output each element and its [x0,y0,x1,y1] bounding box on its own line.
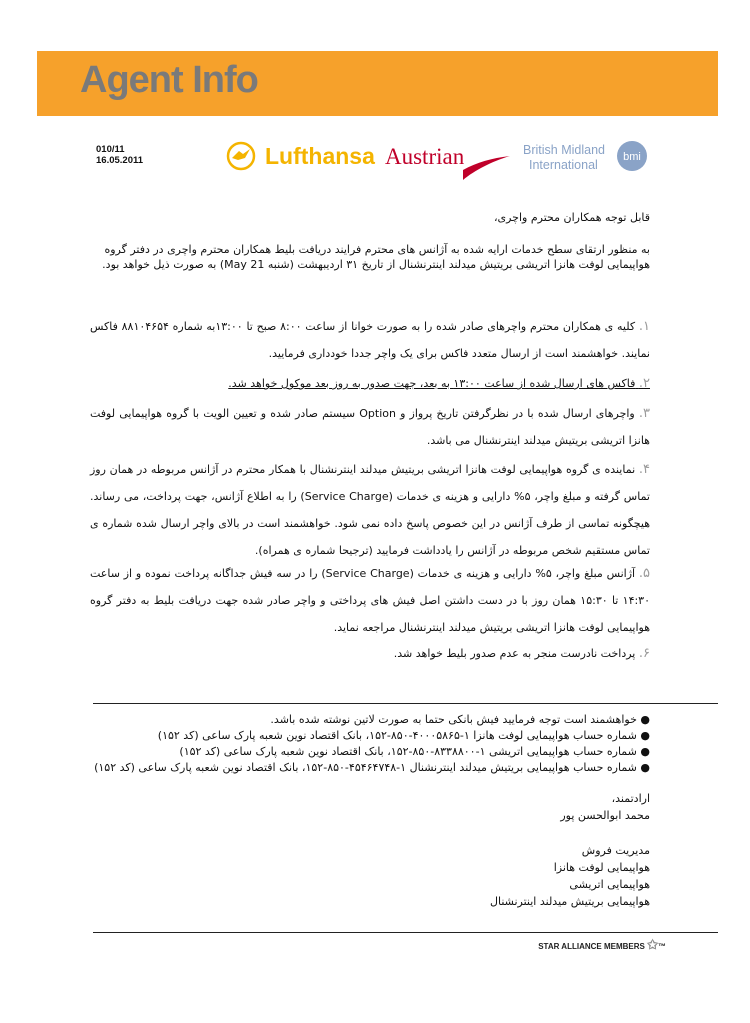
item-text: فاکس های ارسال شده از ساعت ۱۳:۰۰ به بعد، جهت صدور به روز بعد موکول خواهد شد. [228,377,636,390]
item-number: ۲. [638,376,650,391]
list-item [90,370,650,397]
reference-number: 010/11 [96,144,125,155]
document-meta [96,144,143,166]
list-item [90,313,650,367]
bmi-logo-line2: International [529,158,598,172]
item-text: واچرهای ارسال شده با در نظرگرفتن تاریخ پرواز و Option سیستم صادر شده و تعیین الویت با گروه هواپیمایی لوفت هانزا اتریشی بریتیش میدلند اینترنشنال می باشد. [90,407,650,447]
airline-logos [225,140,650,190]
org-line: هواپیمایی لوفت هانزا [553,861,650,874]
org-line: هواپیمایی بریتیش میدلند اینترنشنال [490,895,650,908]
footer-star-alliance [538,937,666,953]
item-number: ۳. [638,406,650,421]
note-text: شماره حساب هواپیمایی لوفت هانزا ۱-۴۰۰۰۵۸۶۵-۸۵۰-۱۵۲، بانک اقتصاد نوین شعبه پارک ساعی (کد ۱۵۲) [157,729,637,742]
item-text: پرداخت نادرست منجر به عدم صدور بلیط خواهد شد. [393,647,636,660]
trademark: ™ [658,942,666,951]
note-item: ● شماره حساب هواپیمایی اتریشی ۱-۸۳۳۸۸۰۰-۸۵۰-۱۵۲، بانک اقتصاد نوین شعبه پارک ساعی (کد ۱۵۲) [179,745,650,758]
signature-block [90,790,650,910]
signer-name: محمد ابوالحسن پور [560,809,650,822]
greeting: قابل توجه همکاران محترم واچری، [493,211,650,224]
austrian-swoosh-icon [463,156,510,180]
note-text: شماره حساب هواپیمایی اتریشی ۱-۸۳۳۸۸۰۰-۸۵۰-۱۵۲، بانک اقتصاد نوین شعبه پارک ساعی (کد ۱۵۲) [179,745,637,758]
bmi-badge-text: bmi [623,151,641,163]
document-date: 16.05.2011 [96,155,144,166]
note-text: خواهشمند است توجه فرمایید فیش بانکی حتما به صورت لاتین نوشته شده باشد. [270,713,637,726]
item-text: نماینده ی گروه هواپیمایی لوفت هانزا اتریشی بریتیش میدلند اینترنشنال با همکار محترم در آژانس مربوطه در همان روز تماس گرفته و مبلغ واچر، ۵% دارایی و هزینه ی خدمات (Service Charge) را به اطلاع آژانس، جهت پرداخت، می رساند. هیچگونه تماسی از طرف آژانس در این خصوص پاسخ داده نمی شود. خواهشمند است در بالای واچر ارسال شده شماره ی تماس مستقیم شخص مربوطه در آژانس را یادداشت فرمایید (ترجیحا شماره ی همراه). [90,463,650,557]
list-item [90,400,650,454]
note-item: ● شماره حساب هواپیمایی لوفت هانزا ۱-۴۰۰۰۵۸۶۵-۸۵۰-۱۵۲، بانک اقتصاد نوین شعبه پارک ساعی (کد ۱۵۲) [157,729,650,742]
bank-notes [90,712,650,776]
list-item [90,456,650,564]
item-number: ۴. [638,462,650,477]
lufthansa-logo: Lufthansa [265,143,375,169]
closing: ارادتمند، [611,792,650,805]
star-icon: ✩ [647,937,658,952]
austrian-logo: Austrian [385,144,465,169]
lufthansa-crane-icon [228,143,254,169]
bmi-badge-icon [617,141,647,171]
note-item: ● خواهشمند است توجه فرمایید فیش بانکی حتما به صورت لاتین نوشته شده باشد. [270,713,650,726]
signer-title: مدیریت فروش [581,844,650,857]
note-text: شماره حساب هواپیمایی بریتیش میدلند اینترنشنال ۱-۴۵۴۶۴۷۴۸-۸۵۰-۱۵۲، بانک اقتصاد نوین شعبه پارک ساعی (کد ۱۵۲) [94,761,637,774]
item-text: کلیه ی همکاران محترم واچرهای صادر شده را به صورت خوانا از ساعت ۸:۰۰ صبح تا ۱۳:۰۰به شماره ۸۸۱۰۴۶۵۴ فاکس نمایند. خواهشمند است از ارسال متعدد فاکس برای یک واچر جددا خودداری فرمایید. [90,320,650,360]
header-banner [37,51,718,116]
item-number: ۶. [638,646,650,661]
item-number: ۱. [638,319,650,334]
footer-divider [93,932,718,933]
intro-paragraph: به منظور ارتقای سطح خدمات ارایه شده به آژانس های محترم فرایند دریافت بلیط همکاران محترم واچری در دفتر گروه هواپیمایی لوفت هانزا اتریشی بریتیش میدلند اینترنشنال از تاریخ ۳۱ اردیبهشت (شنبه 21 May) به صورت ذیل خواهد بود. [102,243,650,271]
logos-svg [225,140,650,190]
bmi-logo-line1: British Midland [523,143,605,157]
footer-text: STAR ALLIANCE MEMBERS [538,942,645,951]
note-item: ● شماره حساب هواپیمایی بریتیش میدلند اینترنشنال ۱-۴۵۴۶۴۷۴۸-۸۵۰-۱۵۲، بانک اقتصاد نوین شعبه پارک ساعی (کد ۱۵۲) [94,761,650,774]
item-text: آژانس مبلغ واچر، ۵% دارایی و هزینه ی خدمات (Service Charge) را در سه فیش جداگانه پرداخت نموده و از ساعت ۱۴:۳۰ تا ۱۵:۳۰ همان روز با در دست داشتن اصل فیش های پرداختی و واچر صادر شده جهت دریافت بلیط به دفتر گروه هواپیمایی لوفت هانزا اتریشی بریتیش میدلند اینترنشنال مراجعه نماید. [90,567,650,634]
item-number: ۵. [638,566,651,581]
list-item [90,560,650,641]
divider [93,703,718,704]
org-line: هواپیمایی اتریشی [569,878,650,891]
banner-title: Agent Info [80,59,258,101]
list-item [90,640,650,667]
